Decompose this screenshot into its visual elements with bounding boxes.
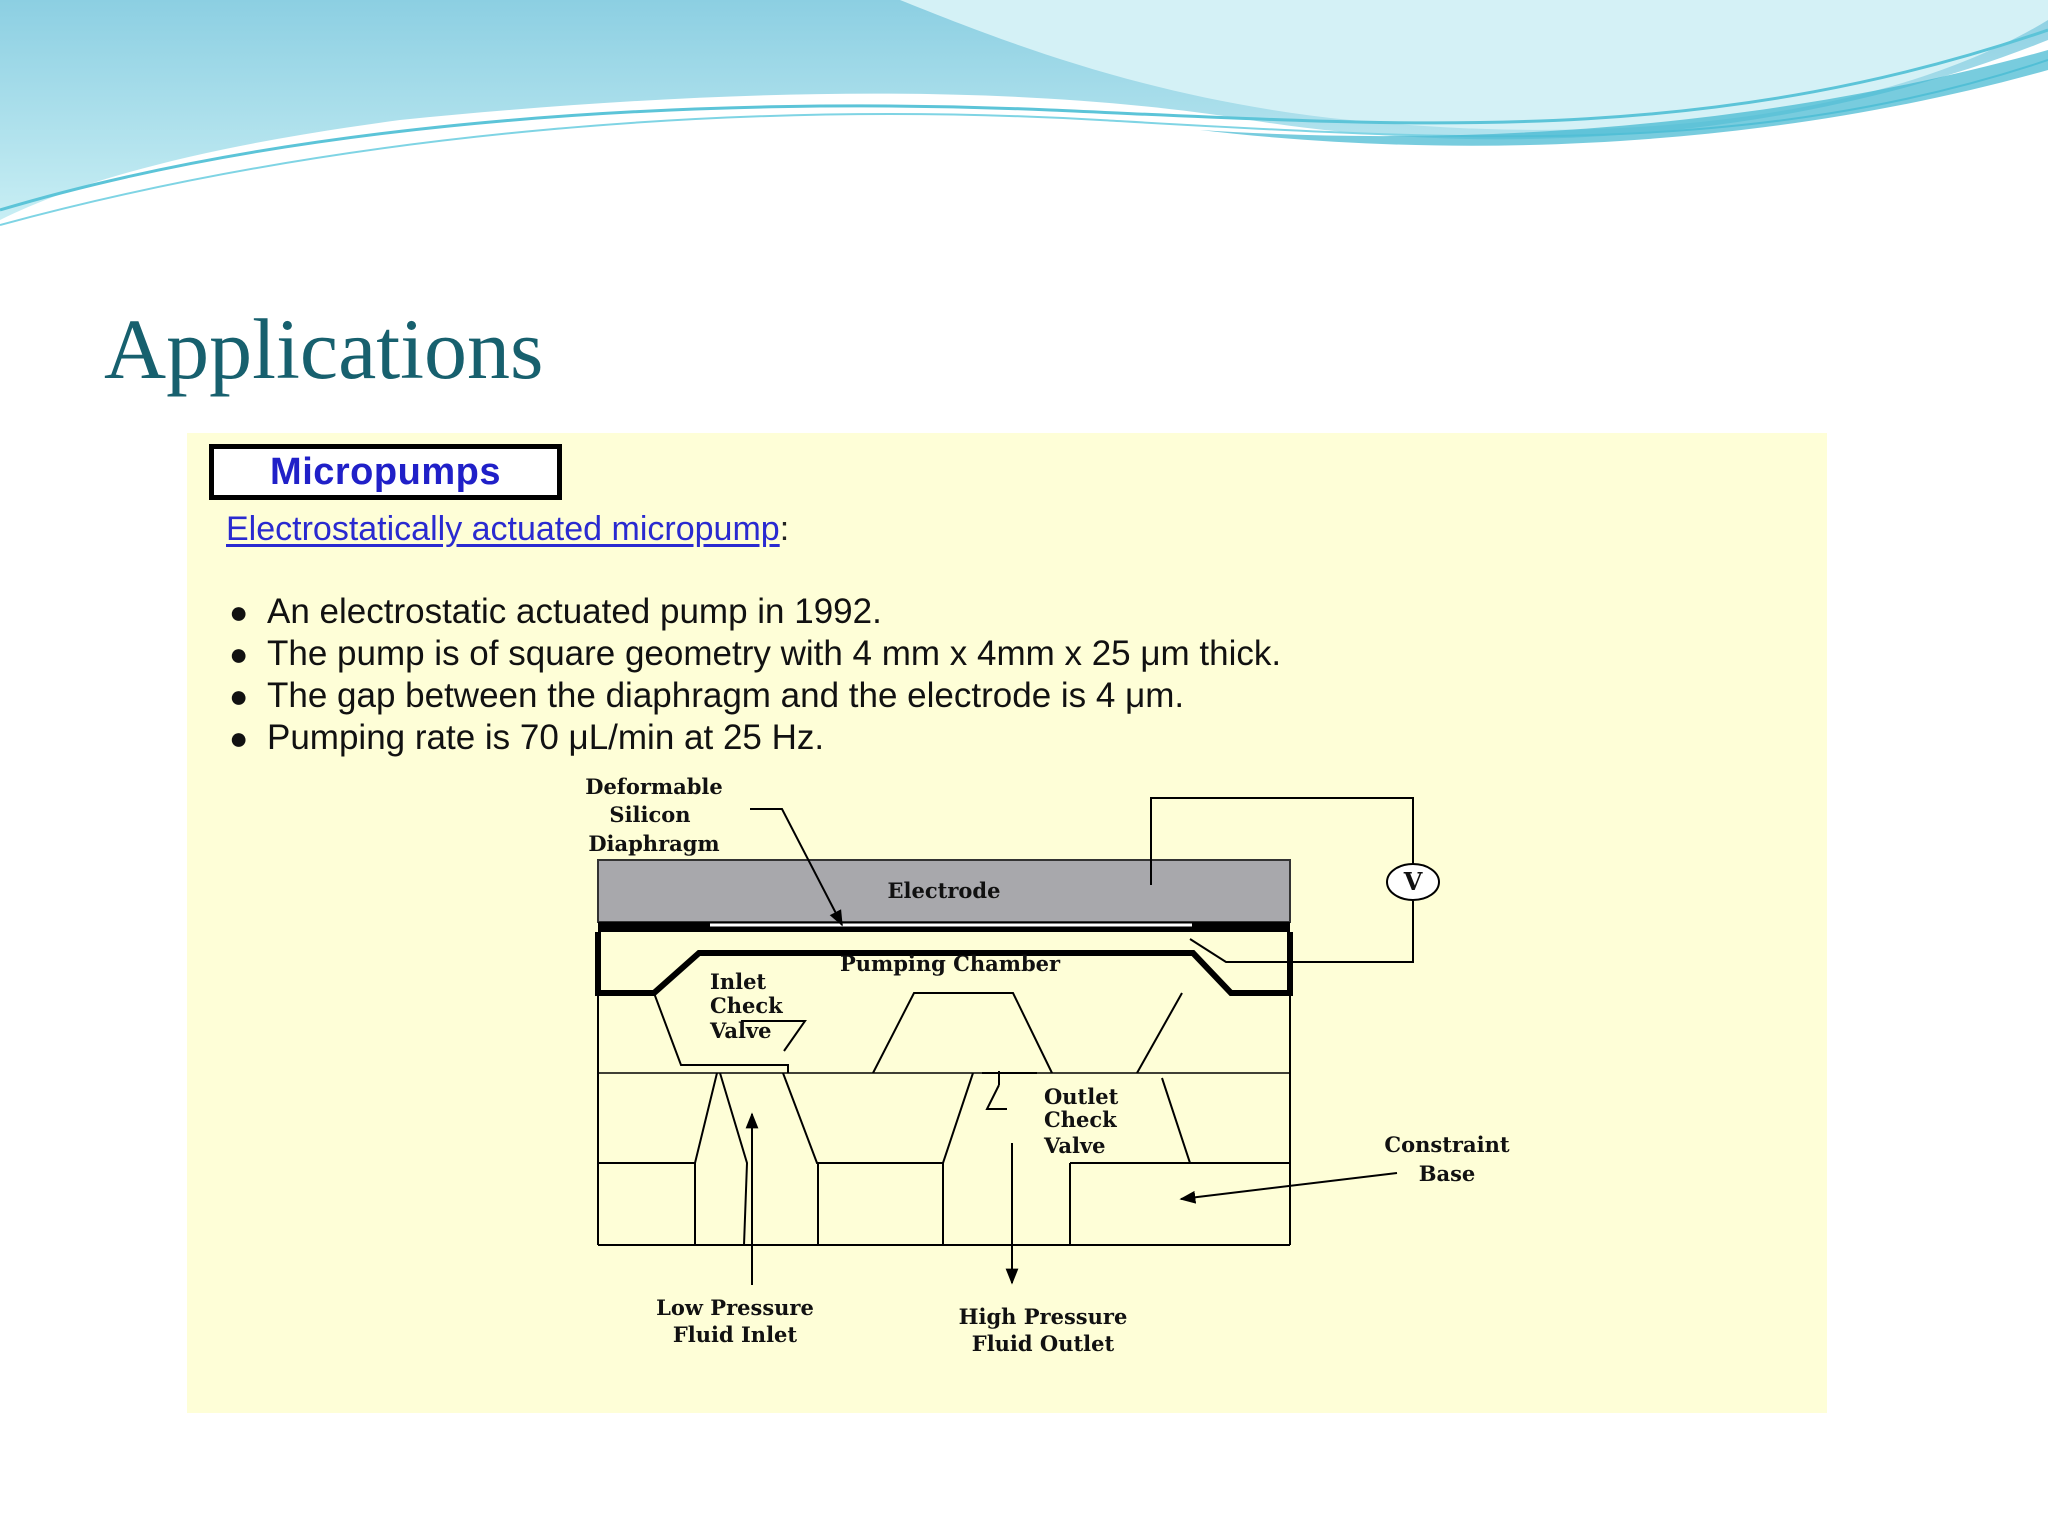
outlet-label: High Pressure bbox=[958, 1304, 1128, 1329]
electrode-label: Electrode bbox=[887, 878, 1001, 903]
outlet-valve-label: Check bbox=[1044, 1107, 1117, 1132]
bullet-icon: ● bbox=[229, 678, 249, 714]
figure-heading: Micropumps bbox=[270, 450, 501, 493]
diaphragm-label: Deformable bbox=[585, 774, 723, 799]
inlet-label: Fluid Inlet bbox=[672, 1322, 798, 1347]
bullet-icon: ● bbox=[229, 636, 249, 672]
inlet-label: Low Pressure bbox=[656, 1295, 814, 1320]
diaphragm-label: Silicon bbox=[609, 802, 691, 827]
micropump-figure bbox=[187, 433, 1827, 1413]
bullet-item: ● The gap between the diaphragm and the electrode is 4 μm. bbox=[229, 676, 1185, 715]
base-label: Base bbox=[1418, 1161, 1476, 1186]
subheading-link[interactable]: Electrostatically actuated micropump bbox=[226, 510, 780, 548]
bullet-item: ● The pump is of square geometry with 4 mm x 4mm x 25 μm thick. bbox=[229, 634, 1282, 673]
center-pillar bbox=[873, 993, 1052, 1073]
base-label: Constraint bbox=[1384, 1132, 1510, 1157]
bullet-item: ● An electrostatic actuated pump in 1992. bbox=[229, 592, 882, 631]
inlet-valve-label: Valve bbox=[710, 1018, 772, 1043]
decorative-wave-header bbox=[0, 0, 2048, 240]
outlet-valve-label: Outlet bbox=[1044, 1084, 1119, 1109]
outlet-valve-label: Valve bbox=[1044, 1133, 1106, 1158]
diaphragm-label: Diaphragm bbox=[588, 831, 720, 856]
chamber-label: Pumping Chamber bbox=[839, 951, 1061, 976]
subheading-suffix: : bbox=[779, 510, 790, 548]
bullet-icon: ● bbox=[229, 594, 249, 630]
page-title: Applications bbox=[104, 301, 544, 397]
outlet-label: Fluid Outlet bbox=[971, 1331, 1115, 1356]
voltage-label: V bbox=[1403, 867, 1423, 896]
bullet-item: ● Pumping rate is 70 μL/min at 25 Hz. bbox=[229, 718, 825, 757]
inlet-valve-label: Inlet bbox=[710, 969, 767, 994]
inlet-valve-label: Check bbox=[710, 993, 783, 1018]
micropump-diagram bbox=[187, 433, 1827, 1413]
bullet-icon: ● bbox=[229, 720, 249, 756]
